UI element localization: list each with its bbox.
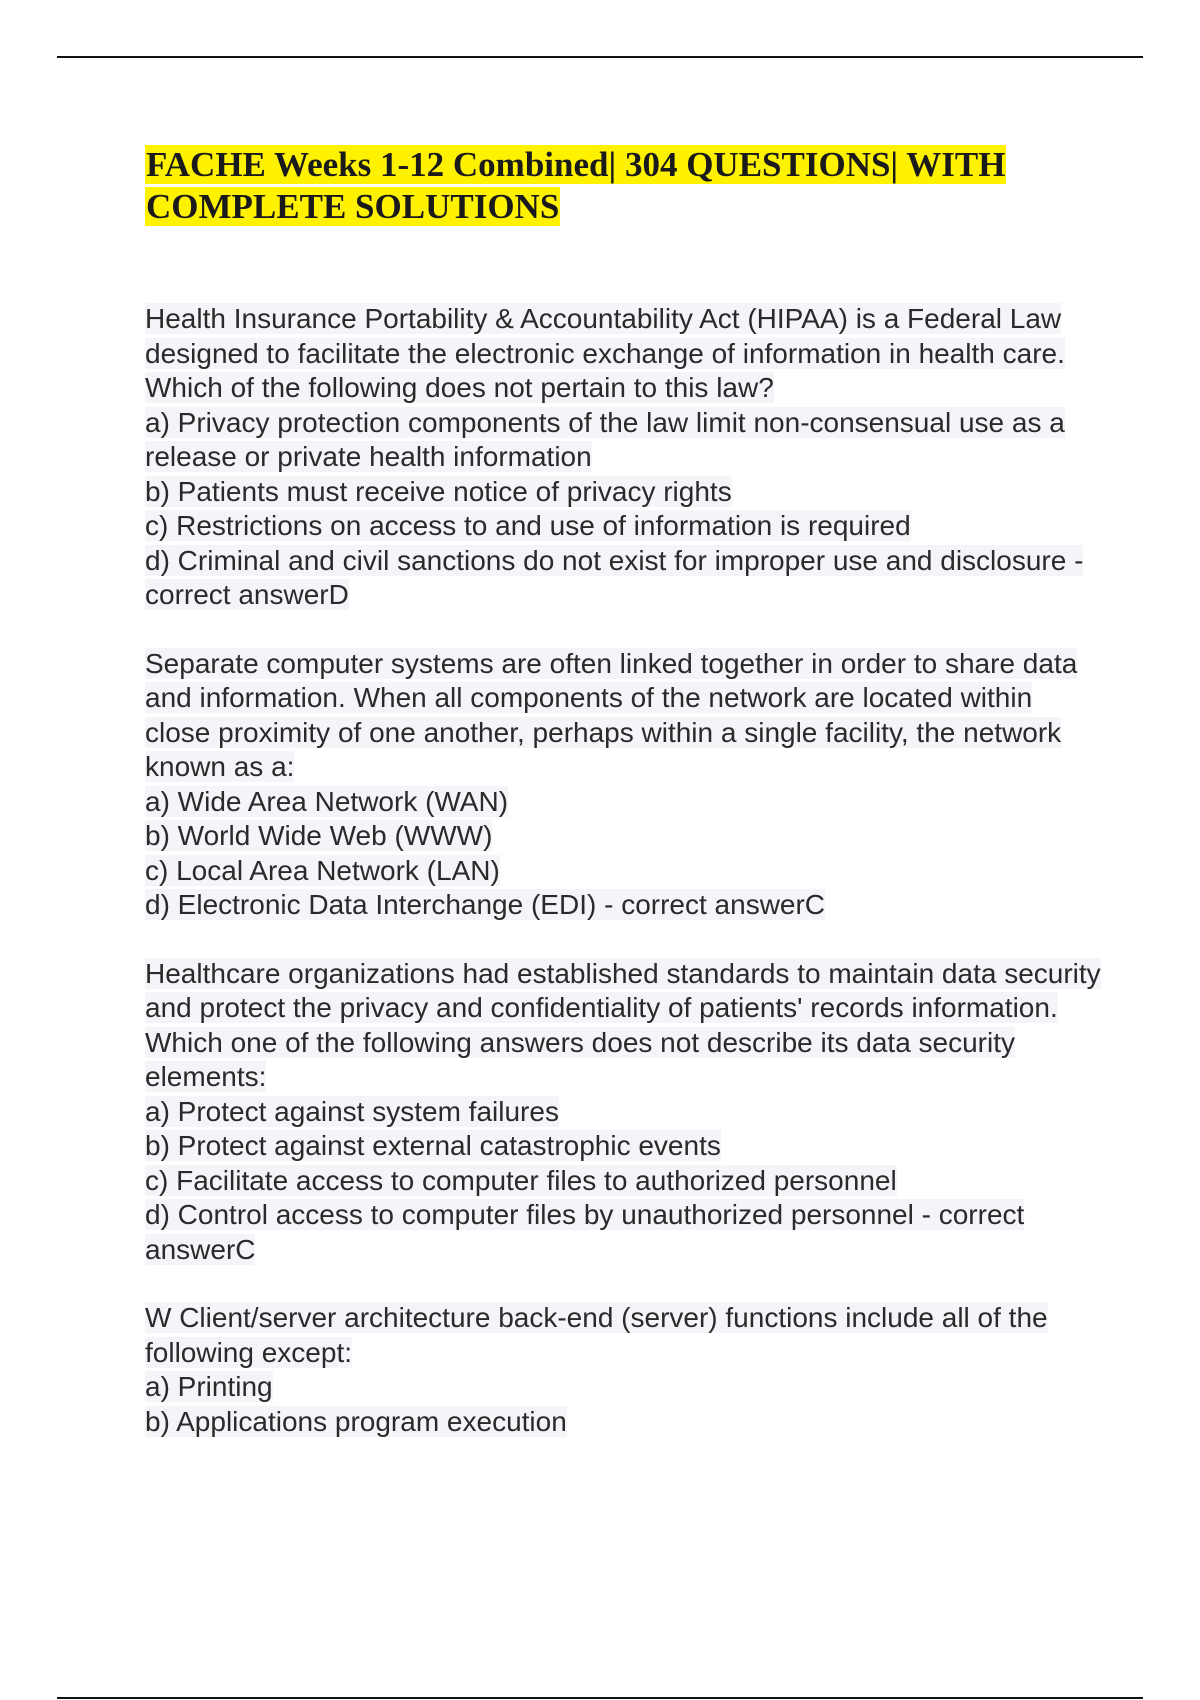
question-stem: Health Insurance Portability & Accountability Act (HIPAA) is a Federal Law designed to facilitate the electronic exchange of information in health care. Which of the following does not pertain to this law?: [145, 303, 1065, 403]
bottom-rule: [57, 1697, 1143, 1699]
question-block: [145, 957, 1105, 1268]
answer-option: b) Applications program execution: [145, 1405, 567, 1437]
answer-option: c) Restrictions on access to and use of information is required: [145, 510, 911, 541]
question-block: [145, 302, 1105, 613]
answer-option: a) Privacy protection components of the law limit non-consensual use as a release or private health information: [145, 406, 1065, 472]
question-stem: W Client/server architecture back-end (server) functions include all of the following except:: [145, 1302, 1048, 1368]
answer-option: b) Protect against external catastrophic events: [145, 1130, 721, 1161]
answer-option: c) Local Area Network (LAN): [145, 854, 500, 886]
question-list: [145, 302, 1105, 1473]
question-stem: Separate computer systems are often linked together in order to share data and information. When all components of the network are located within close proximity of one another, perhaps within a single facility, the network known as a:: [145, 647, 1078, 782]
answer-option: a) Printing: [145, 1371, 273, 1402]
document-title: [145, 144, 1105, 228]
answer-option: a) Protect against system failures: [145, 1095, 559, 1127]
answer-option: d) Criminal and civil sanctions do not exist for improper use and disclosure - correct answerD: [145, 544, 1084, 610]
answer-option: d) Electronic Data Interchange (EDI) - correct answerC: [145, 889, 826, 920]
answer-option: d) Control access to computer files by unauthorized personnel - correct answerC: [145, 1199, 1025, 1265]
answer-option: b) Patients must receive notice of privacy rights: [145, 475, 732, 507]
answer-option: b) World Wide Web (WWW): [145, 820, 493, 851]
question-block: [145, 1301, 1105, 1439]
document-title-text: FACHE Weeks 1-12 Combined| 304 QUESTIONS| WITH COMPLETE SOLUTIONS: [146, 145, 1006, 226]
question-block: [145, 647, 1105, 923]
answer-option: c) Facilitate access to computer files to authorized personnel: [145, 1164, 897, 1196]
answer-option: a) Wide Area Network (WAN): [145, 785, 509, 817]
top-rule: [57, 56, 1143, 58]
question-stem: Healthcare organizations had established standards to maintain data security and protect the privacy and confidentiality of patients' records information. Which one of the following answers does not describe its data security elements:: [145, 957, 1101, 1092]
